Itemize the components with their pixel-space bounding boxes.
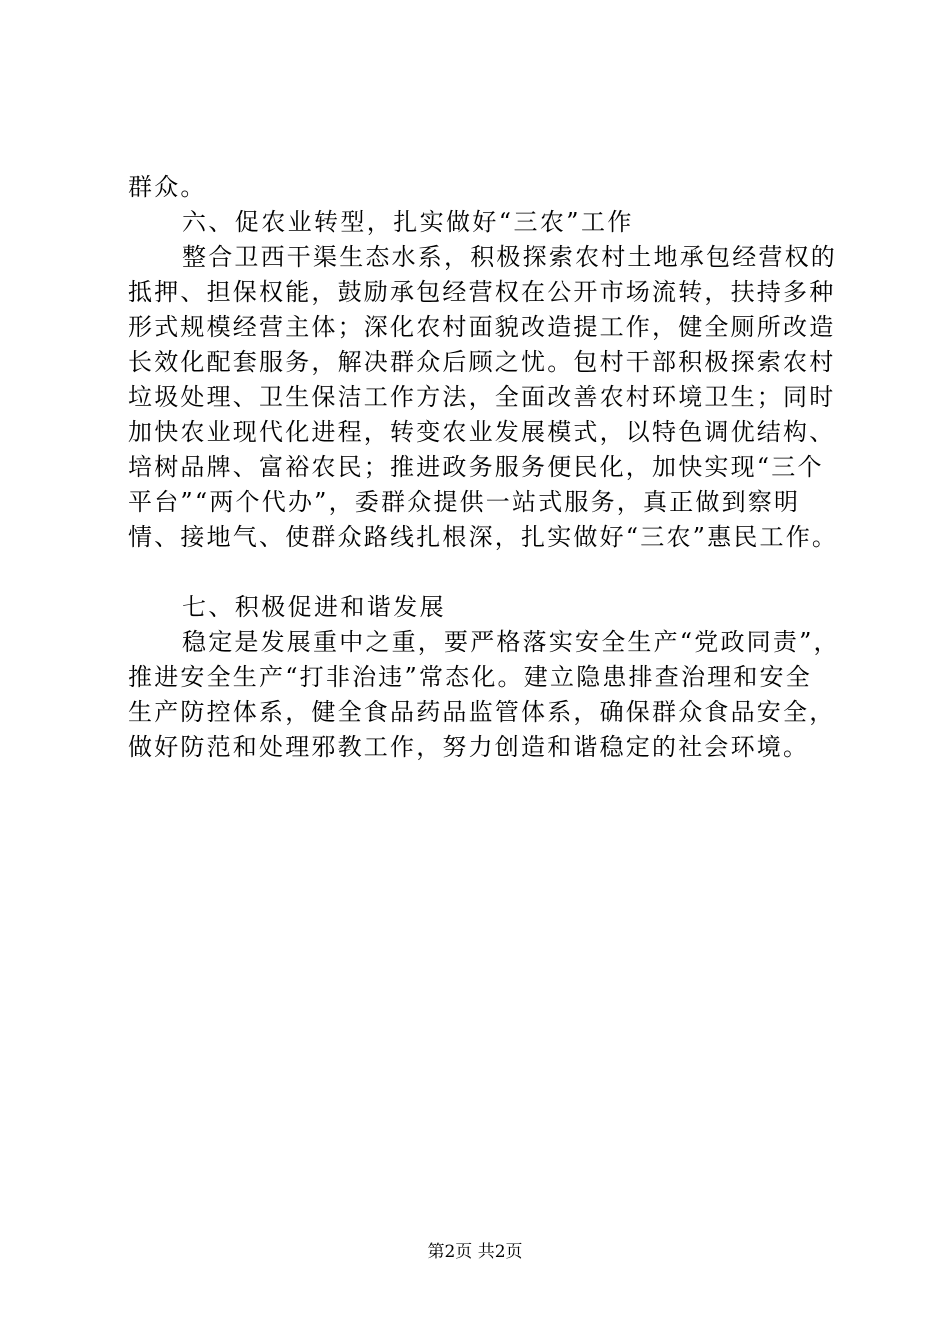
paragraph-spacer (128, 555, 833, 590)
paragraph-line: 长效化配套服务，解决群众后顾之忧。包村干部积极探索农村 (128, 348, 836, 376)
paragraph-line: 培树品牌、富裕农民；推进政务服务便民化，加快实现“三个 (128, 453, 824, 481)
paragraph-line: 形式规模经营主体；深化农村面貌改造提工作，健全厕所改造 (128, 313, 836, 341)
document-body (128, 170, 840, 765)
paragraph-line: 做好防范和处理邪教工作，努力创造和谐稳定的社会环境。 (128, 733, 810, 761)
paragraph-line: 加快农业现代化进程，转变农业发展模式，以特色调优结构、 (128, 418, 836, 446)
paragraph-line: 情、接地气、使群众路线扎根深，扎实做好“三农”惠民工作。 (128, 523, 839, 551)
paragraph-line: 稳定是发展重中之重，要严格落实安全生产“党政同责”， (182, 628, 840, 656)
paragraph-line: 抵押、担保权能，鼓励承包经营权在公开市场流转，扶持多种 (128, 278, 836, 306)
page-footer: 第2页 共2页 (427, 1242, 523, 1262)
paragraph-line: 平台”“两个代办”，委群众提供一站式服务，真正做到察明 (128, 488, 801, 516)
paragraph-continuation: 群众。 (128, 173, 207, 201)
paragraph-line: 推进安全生产“打非治违”常态化。建立隐患排查治理和安全 (128, 663, 812, 691)
paragraph-line: 整合卫西干渠生态水系，积极探索农村土地承包经营权的 (182, 243, 837, 271)
paragraph-line: 生产防控体系，健全食品药品监管体系，确保群众食品安全， (128, 698, 836, 726)
section-heading-six: 六、促农业转型，扎实做好“三农”工作 (182, 208, 634, 236)
section-heading-seven: 七、积极促进和谐发展 (182, 593, 446, 621)
paragraph-line: 垃圾处理、卫生保洁工作方法，全面改善农村环境卫生；同时 (128, 383, 836, 411)
